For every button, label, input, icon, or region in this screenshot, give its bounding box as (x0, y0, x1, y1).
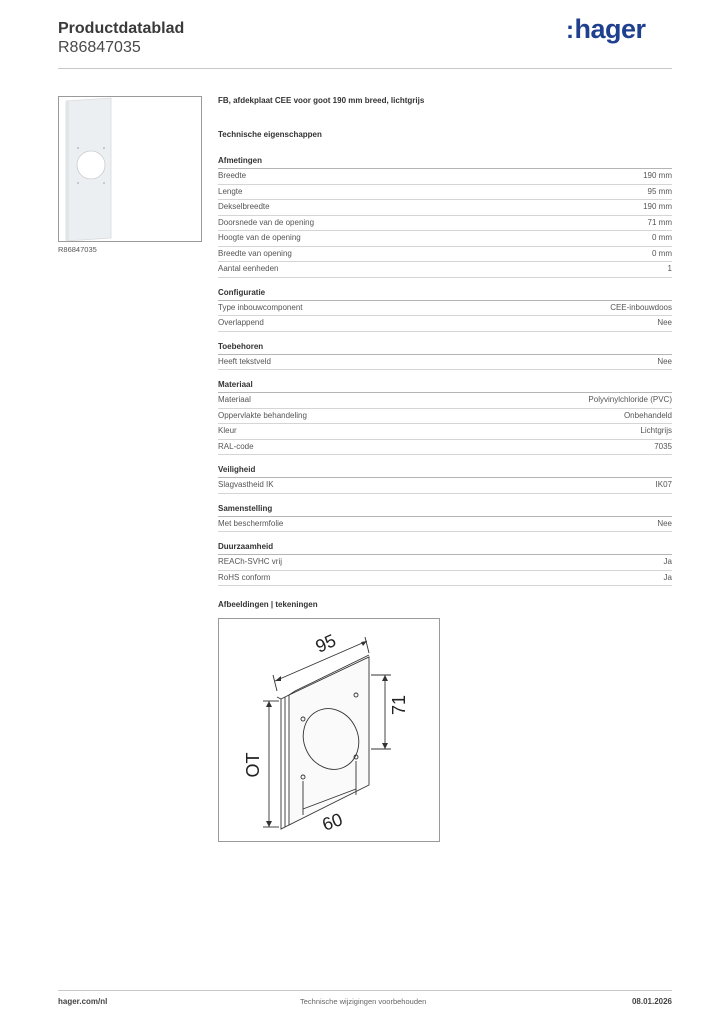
spec-label: RoHS conform (218, 572, 271, 582)
spec-label: Hoogte van de opening (218, 233, 301, 242)
spec-row (218, 517, 672, 533)
spec-section (218, 504, 672, 533)
spec-value: 95 mm (647, 186, 672, 196)
spec-label: Heeft tekstveld (218, 356, 271, 366)
logo-mark-icon: : (566, 17, 574, 44)
section-title: Veiligheid (218, 465, 672, 478)
spec-row (218, 185, 672, 201)
spec-label: Breedte (218, 171, 247, 180)
product-image (58, 96, 202, 242)
dim-label-left: OT (243, 752, 263, 778)
spec-label: Slagvastheid IK (218, 480, 274, 489)
hager-logo (566, 14, 646, 45)
spec-row (218, 316, 672, 332)
dim-label-top: 95 (312, 630, 339, 657)
cover-plate-illustration (59, 97, 201, 241)
spec-value: 1 (667, 264, 672, 273)
spec-value: Nee (657, 518, 672, 528)
spec-label: Oppervlakte behandeling (218, 410, 307, 420)
dim-label-bottom: 60 (319, 809, 346, 835)
spec-section (218, 288, 672, 332)
section-title: Toebehoren (218, 342, 672, 355)
spec-section (218, 465, 672, 494)
section-title: Afmetingen (218, 156, 672, 169)
dim-label-right: 71 (389, 694, 409, 716)
spec-row (218, 169, 672, 185)
spec-label: Dekselbreedte (218, 202, 270, 211)
header-divider (58, 68, 672, 69)
spec-row (218, 355, 672, 371)
spec-label: Kleur (218, 426, 237, 435)
section-title: Configuratie (218, 288, 672, 301)
spec-section (218, 542, 672, 586)
technical-drawing (218, 618, 440, 842)
footer-divider (58, 990, 672, 991)
spec-value: Nee (657, 356, 672, 366)
spec-section (218, 342, 672, 371)
spec-value: 0 mm (652, 248, 672, 258)
section-title: Samenstelling (218, 504, 672, 517)
spec-label: Met beschermfolie (218, 518, 284, 528)
spec-row (218, 200, 672, 216)
spec-label: REACh-SVHC vrij (218, 557, 283, 566)
spec-value: 71 mm (647, 217, 672, 227)
spec-row (218, 216, 672, 232)
spec-label: Overlappend (218, 318, 264, 327)
product-code: R86847035 (58, 39, 141, 56)
spec-content (218, 96, 672, 596)
spec-label: Breedte van opening (218, 248, 292, 258)
section-title: Materiaal (218, 380, 672, 393)
spec-value: CEE-inbouwdoos (610, 302, 672, 312)
spec-value: Nee (657, 318, 672, 327)
spec-row (218, 262, 672, 278)
spec-value: Ja (663, 572, 672, 582)
spec-label: Aantal eenheden (218, 264, 279, 273)
footer-website: hager.com/nl (58, 997, 108, 1006)
spec-row (218, 478, 672, 494)
spec-value: 190 mm (643, 202, 672, 211)
spec-value: 190 mm (643, 171, 672, 180)
section-title: Duurzaamheid (218, 542, 672, 555)
dimension-drawing (219, 619, 439, 841)
spec-value: Lichtgrijs (640, 426, 672, 435)
spec-section (218, 380, 672, 455)
footer-date: 08.01.2026 (631, 997, 672, 1006)
images-heading: Afbeeldingen | tekeningen (218, 600, 318, 609)
spec-value: 7035 (654, 441, 672, 451)
spec-label: Doorsnede van de opening (218, 217, 315, 227)
spec-label: Lengte (218, 186, 243, 196)
spec-value: Onbehandeld (623, 410, 672, 420)
spec-section (218, 156, 672, 278)
page-title: Productdatablad (58, 20, 185, 37)
spec-label: Type inbouwcomponent (218, 302, 303, 312)
footer-notice: Technische wijzigingen voorbehouden (300, 997, 427, 1006)
spec-row (218, 555, 672, 571)
spec-value: Ja (663, 557, 672, 566)
spec-row (218, 409, 672, 425)
spec-row (218, 424, 672, 440)
spec-row (218, 231, 672, 247)
spec-row (218, 440, 672, 456)
tech-properties-heading: Technische eigenschappen (218, 130, 322, 139)
image-caption: R86847035 (58, 245, 97, 254)
logo-text: hager (574, 14, 646, 44)
spec-row (218, 571, 672, 587)
spec-value: 0 mm (652, 233, 672, 242)
spec-label: RAL-code (218, 441, 254, 451)
spec-label: Materiaal (218, 395, 251, 404)
spec-value: IK07 (655, 480, 672, 489)
spec-row (218, 247, 672, 263)
product-description: FB, afdekplaat CEE voor goot 190 mm breed, lichtgrijs (218, 96, 425, 105)
spec-value: Polyvinylchloride (PVC) (588, 395, 672, 404)
spec-row (218, 393, 672, 409)
spec-sections (218, 156, 672, 586)
spec-row (218, 301, 672, 317)
